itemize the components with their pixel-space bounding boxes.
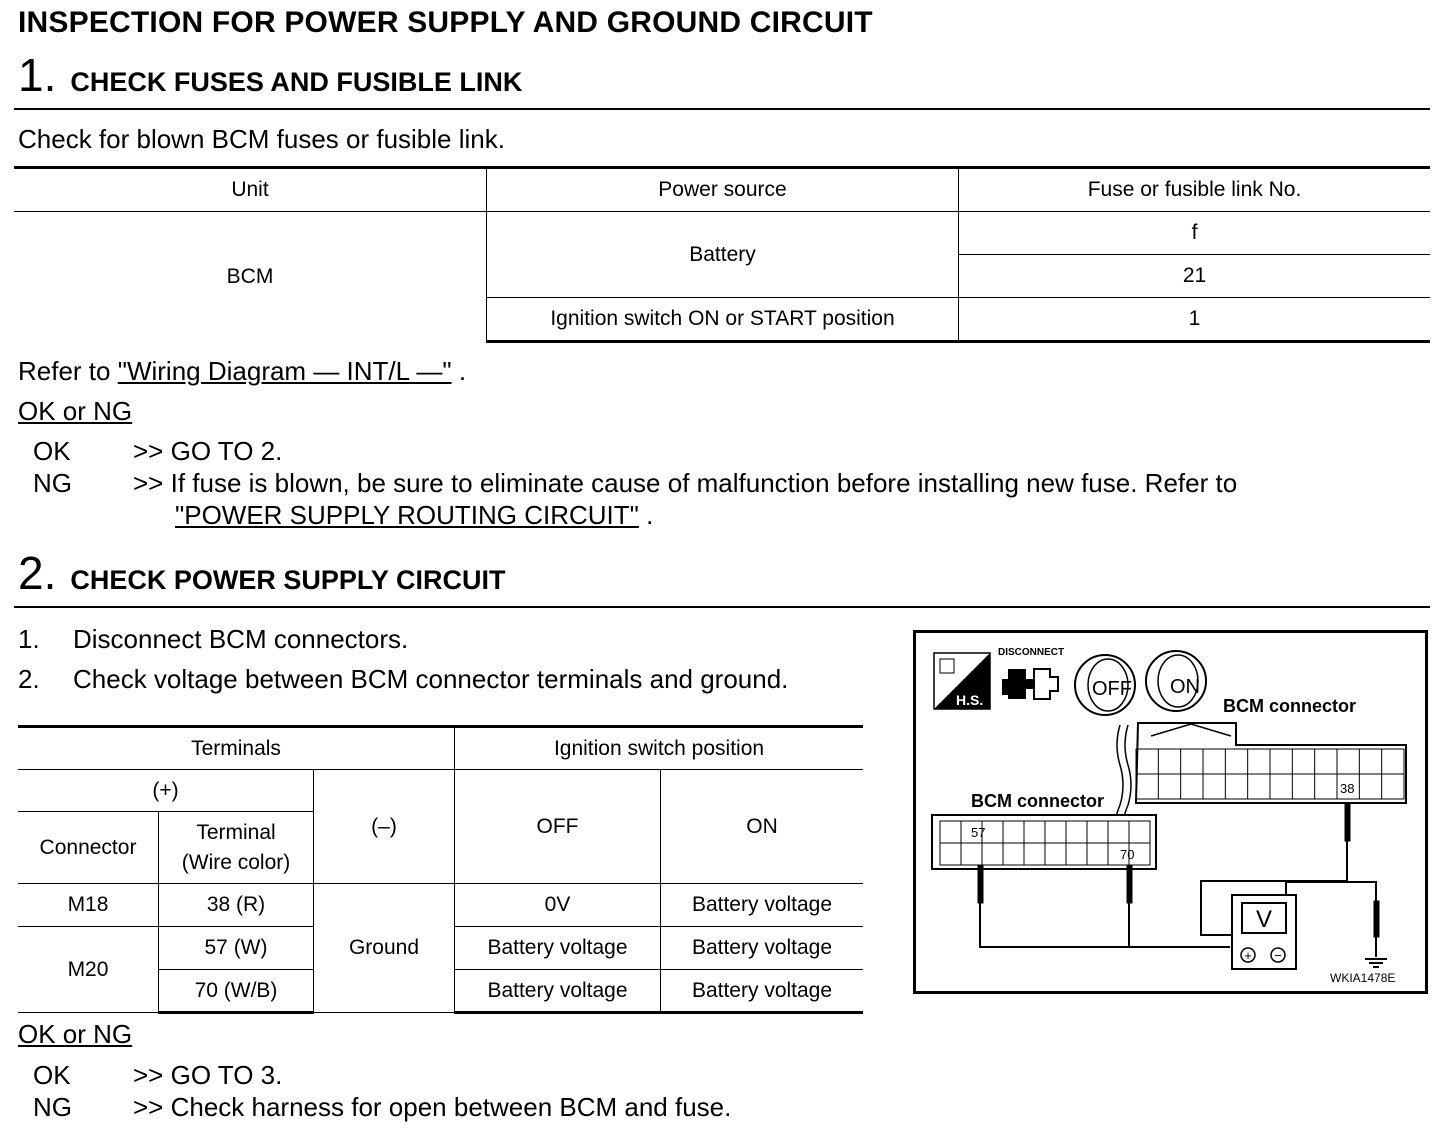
bcm-connector-label: BCM connector — [1223, 696, 1357, 716]
ignition-off-icon — [1075, 655, 1135, 715]
ok-label: OK — [33, 1060, 71, 1090]
pin-70-label: 70 — [1120, 847, 1135, 862]
ok-label: OK — [33, 436, 71, 466]
cell-unit: BCM — [226, 264, 274, 288]
cell-ground: Ground — [314, 884, 455, 1013]
meter-label: V — [1255, 906, 1273, 933]
cell-power-source: Ignition switch ON or START position — [487, 298, 959, 342]
ok-ng-heading[interactable]: OK or NG — [18, 1019, 133, 1049]
ignition-on-icon — [1146, 651, 1206, 711]
pin-57-label: 57 — [971, 825, 986, 840]
instruction-text: Check for blown BCM fuses or fusible link. — [18, 124, 505, 154]
header-fuse-no: Fuse or fusible link No. — [959, 168, 1431, 212]
cell-power-source: Battery — [487, 212, 959, 298]
header-plus: (+) — [18, 770, 314, 812]
fuse-table — [14, 166, 1430, 343]
voltmeter-icon — [1232, 895, 1296, 969]
ng-label: NG — [33, 468, 72, 498]
divider — [14, 108, 1430, 110]
wiring-diagram-link[interactable]: "Wiring Diagram — INT/L —" — [117, 356, 452, 386]
on-label: ON — [1170, 676, 1200, 698]
step-dot: . — [43, 49, 57, 101]
power-supply-routing-link[interactable]: "POWER SUPPLY ROUTING CIRCUIT" — [175, 500, 639, 530]
ok-ng-heading[interactable]: OK or NG — [18, 396, 133, 426]
ng-response: >> Check harness for open between BCM and fuse. — [133, 1092, 732, 1122]
cell-on: Battery voltage — [661, 970, 864, 1013]
ok-response: >> GO TO 3. — [133, 1060, 283, 1090]
voltage-table — [18, 725, 863, 1014]
cell-off: Battery voltage — [455, 970, 661, 1013]
off-label: OFF — [1092, 678, 1132, 700]
ng-response: >> If fuse is blown, be sure to eliminate cause of malfunction before installing new fuse. Refer to — [133, 468, 1238, 498]
header-terminal-line1: Terminal — [196, 820, 276, 844]
cell-fuse: f — [959, 212, 1431, 255]
header-terminal-line2: (Wire color) — [181, 850, 291, 874]
header-off: OFF — [455, 770, 661, 884]
list-item: Check voltage between BCM connector terminals and ground. — [73, 664, 789, 694]
header-power-source: Power source — [487, 168, 959, 212]
step-title: CHECK POWER SUPPLY CIRCUIT — [70, 565, 506, 595]
list-item: Disconnect BCM connectors. — [73, 624, 409, 654]
cell-terminal: 70 (W/B) — [159, 970, 314, 1013]
ng-label: NG — [33, 1092, 72, 1122]
header-connector: Connector — [18, 812, 159, 884]
bcm-connector-m20 — [932, 815, 1156, 869]
step-number: 2 — [18, 547, 44, 599]
divider — [14, 606, 1430, 608]
cell-terminal: 38 (R) — [159, 884, 314, 927]
cell-fuse: 1 — [959, 298, 1431, 342]
connector-diagram — [913, 630, 1428, 994]
header-minus: (–) — [314, 770, 455, 884]
header-terminals: Terminals — [18, 727, 455, 770]
header-unit: Unit — [14, 168, 487, 212]
ng-suffix: . — [638, 500, 654, 530]
bcm-connector-label: BCM connector — [971, 791, 1105, 811]
cell-terminal: 57 (W) — [159, 927, 314, 970]
hs-label: H.S. — [956, 692, 984, 708]
step-title: CHECK FUSES AND FUSIBLE LINK — [70, 67, 523, 97]
header-ignition-position: Ignition switch position — [455, 727, 864, 770]
refer-prefix: Refer to — [18, 356, 118, 386]
cell-off: Battery voltage — [455, 927, 661, 970]
disconnect-icon — [998, 647, 1064, 699]
ok-response: >> GO TO 2. — [133, 436, 283, 466]
step-dot: . — [43, 547, 57, 599]
cell-fuse: 21 — [959, 255, 1431, 298]
harness-side-icon — [934, 653, 990, 709]
disconnect-label: DISCONNECT — [998, 647, 1065, 658]
list-item-number: 1. — [18, 624, 40, 654]
step-2-heading — [18, 547, 506, 599]
step-number: 1 — [18, 49, 44, 101]
bcm-connector-m18 — [1116, 723, 1407, 827]
pin-38-label: 38 — [1340, 781, 1355, 796]
refer-suffix: . — [451, 356, 467, 386]
header-terminal — [159, 812, 314, 884]
cell-connector: M20 — [18, 927, 159, 1013]
ng-link-line — [175, 500, 653, 531]
cell-on: Battery voltage — [661, 884, 864, 927]
minus-symbol: − — [1274, 948, 1282, 963]
list-item-number: 2. — [18, 664, 40, 694]
refer-line — [18, 356, 466, 387]
cell-on: Battery voltage — [661, 927, 864, 970]
header-on: ON — [661, 770, 864, 884]
page-title: INSPECTION FOR POWER SUPPLY AND GROUND CIRCUIT — [18, 6, 873, 39]
plus-symbol: + — [1244, 948, 1252, 963]
figure-code: WKIA1478E — [1330, 971, 1396, 985]
cell-off: 0V — [455, 884, 661, 927]
step-1-heading — [18, 49, 523, 101]
cell-connector: M18 — [18, 884, 159, 927]
